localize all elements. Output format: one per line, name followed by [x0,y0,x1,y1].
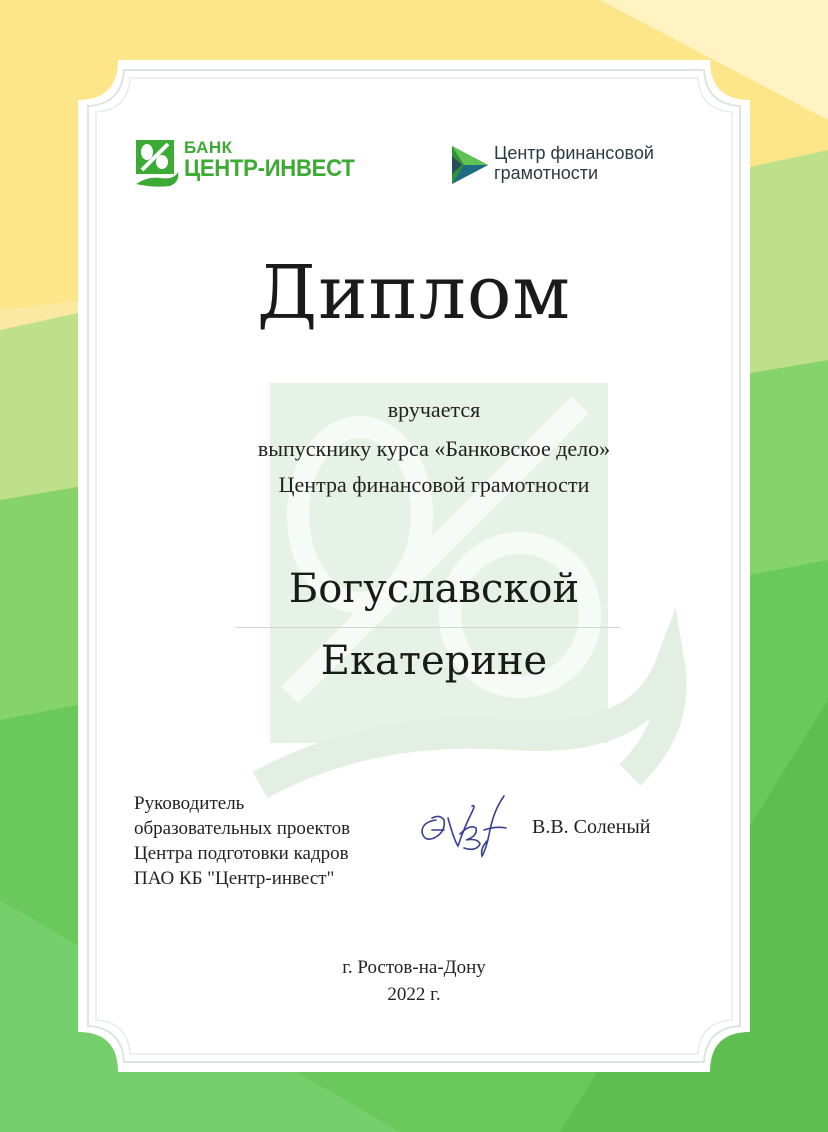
subtitle-line3: Центра финансовой грамотности [278,472,590,497]
signatory-position [134,791,350,891]
bank-logo [134,138,374,190]
handwritten-signature [414,790,514,862]
diploma-title: Диплом [257,250,571,336]
bank-logo-line2: ЦЕНТР-ИНВЕСТ [184,155,355,182]
footer-year: 2022 г. [387,984,441,1005]
triangle-logo-icon [450,144,490,186]
signatory-position-line: Центра подготовки кадров [134,843,349,864]
subtitle-line1: вручается [387,397,481,422]
financial-literacy-logo [450,142,700,188]
financial-literacy-logo-text [494,143,654,183]
percent-coin-logo-icon [134,138,180,188]
signatory-position-line: ПАО КБ "Центр-инвест" [134,868,335,889]
name-divider [235,627,620,628]
signatory-position-line: образовательных проектов [134,818,351,839]
bank-logo-line1: БАНК [184,138,233,157]
logo-center-line2: грамотности [494,163,599,183]
logo-center-line1: Центр финансовой [494,143,654,163]
footer-city: г. Ростов-на-Дону [342,957,486,978]
signatory-position-line: Руководитель [134,793,245,814]
signatory-name: В.В. Соленый [532,816,651,838]
subtitle-line2: выпускнику курса «Банковское дело» [257,436,611,461]
recipient-given-name: Екатерине [320,638,548,684]
recipient-surname: Богуславской [288,566,580,612]
